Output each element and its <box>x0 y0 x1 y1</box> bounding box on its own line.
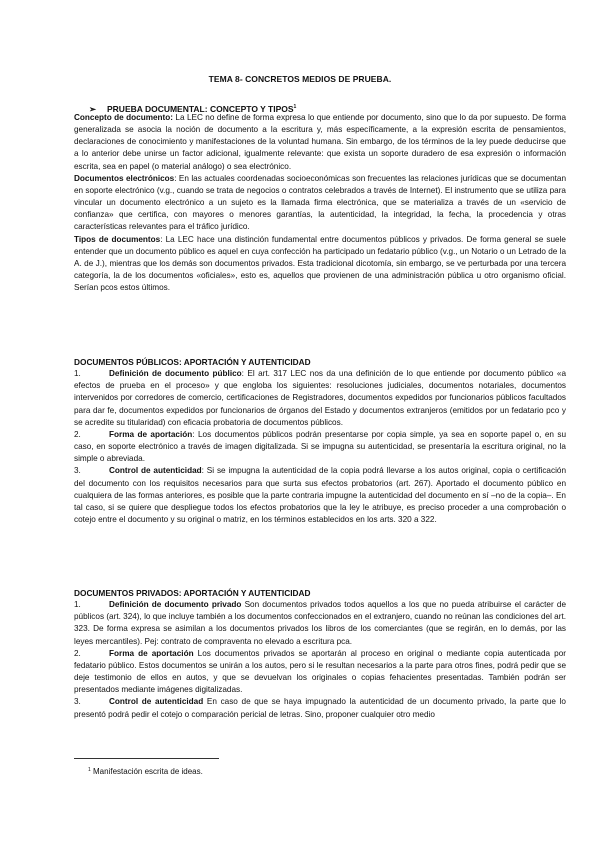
footnote-divider <box>74 758 219 759</box>
concepto-text: La LEC no define de forma expresa lo que entiende por documento, sino que lo da por supuesto. De forma generalizada se asocia la noción de documento a la escritura y, más específicamente, a la expresión escrita de pensamientos, declaraciones de conocimiento y manifestaciones de la voluntad humana. Sin embargo, de los términos de la ley puede deducirse que a lo anterior debe unirse un factor adicional, igualmente relevante: que exista un soporte duradero de esa expresión o información escrita, sea en papel (o material análogo) o sea electrónico. <box>74 113 566 171</box>
item-label: Forma de aportación <box>109 429 193 439</box>
intro-block <box>74 112 566 294</box>
tipos-label: Tipos de documentos <box>74 234 161 244</box>
item-text: : Los documentos públicos podrán presentarse por copia simple, ya sea en soporte papel o, en su caso, en soporte electrónico a través de imagen digitalizada. Si se impugna su autenticidad, se presentaría la escritura original, no la simple o abreviada. <box>74 429 566 464</box>
item-number: 1. <box>74 369 81 379</box>
footnote-number: 1 <box>88 767 91 773</box>
document-title: TEMA 8- CONCRETOS MEDIOS DE PRUEBA. <box>208 74 392 84</box>
item-label: Definición de documento público <box>109 369 242 379</box>
item-text: Los documentos privados se aportarán al proceso en original o mediante copia autenticada por fedatario público. Estos documentos se unirán a los autos, pero si le resultan necesarios a la parte para otros fines, podrá pedir que se deje testimonio de ellos en autos, y que se devuelvan los originales o copias fehacientes presentadas. También podrán ser presentados mediante imágenes digitalizadas. <box>74 648 566 695</box>
publicos-item <box>74 465 566 526</box>
item-label: Definición de documento privado <box>109 600 242 610</box>
item-number: 3. <box>74 466 81 476</box>
footnote-text: Manifestación escrita de ideas. <box>90 767 203 776</box>
concepto-label: Concepto de documento: <box>74 113 173 122</box>
footnote <box>88 764 203 778</box>
privados-heading: DOCUMENTOS PRIVADOS: APORTACIÓN Y AUTENTICIDAD <box>74 588 311 598</box>
item-number: 3. <box>74 697 81 707</box>
publicos-heading: DOCUMENTOS PÚBLICOS: APORTACIÓN Y AUTENTICIDAD <box>74 357 311 367</box>
item-label: Forma de aportación <box>109 648 194 658</box>
electronicos-label: Documentos electrónicos <box>74 173 175 183</box>
privados-item <box>74 599 566 648</box>
tipos-text: : La LEC hace una distinción fundamental entre documentos públicos y privados. De forma general se suele entender que un documento público es aquel en cuya confección ha participado un fedatario público (v.g., un Notario o un Letrado de la A. de J.), mientras que los demás son documentos privados. Esta tradicional dicotomía, sin embargo, se ve perturbada por una tercera categoría, la de los documentos «oficiales», esto es, aquellos que provienen de una administración pública u otro organismo oficial. Serían pcos estos últimos. <box>74 234 566 293</box>
tipos-paragraph <box>74 234 566 295</box>
item-text: : El art. 317 LEC nos da una definición de lo que entiende por documento público «a efectos de prueba en el proceso» y que engloba los siguientes: resoluciones judiciales, documentos notariales, documentos intervenidos por corredores de comercio, certificaciones de Registradores, documentos expedidos por funcionarios públicos facultados para dar fe, documentos expedidos por funcionarios de órganos del Estado y documentos extranjeros (emitidos por un fedatario pco y se acredite su titularidad) con eficacia probatoria de documentos públicos. <box>74 369 566 427</box>
item-text: En caso de que se haya impugnado la autenticidad de un documento privado, la parte que lo presentó podrá pedir el cotejo o comparación pericial de letras. Sino, proponer cualquier otro medio <box>74 697 566 719</box>
concepto-paragraph <box>74 112 566 173</box>
item-text: Son documentos privados todos aquellos a los que no pueda atribuirse el carácter de públicos (art. 324), lo que incluye también a los documentos confeccionados en el extranjero, cuando no reúnan las condiciones del art. 323. De forma expresa se asimilan a los documentos privados los libros de los comerciantes (que se regirán, en lo demás, por las leyes mercantiles). Pej: contrato de compraventa no elevado a escritura pca. <box>74 600 567 646</box>
item-label: Control de autenticidad <box>109 466 202 476</box>
publicos-item <box>74 429 566 465</box>
electronicos-text: : En las actuales coordenadas socioeconómicas son frecuentes las relaciones jurídicas que se documentan en soporte electrónico (v.g., cuando se trata de negocios o contratos celebrados a través de Internet). El instrumento que se utiliza para vincular un documento electrónico a un sujeto es la llamada firma electrónica, que se materializa a través de un «servicio de confianza» que certifica, con mayores o menores garantías, la autenticidad, la integridad, la fecha, la procedencia y otras características relevantes para el tráfico jurídico. <box>74 173 567 232</box>
item-label: Control de autenticidad <box>109 697 204 707</box>
publicos-section <box>74 356 566 526</box>
electronicos-paragraph <box>74 173 566 234</box>
item-text: : Si se impugna la autenticidad de la copia podrá llevarse a los autos original, copia o certificación del documento con los requisitos necesarios para que surta sus efectos probatorios (art. 267). Aportado el documento público en cualquiera de las formas anteriores, es posible que la parte contraria impugne la autenticidad del documento en sí –no de la copia–. En tal caso, si se quiere que despliegue todos los efectos probatorios que la ley le atribuye, es preciso proceder a una comprobación o cotejo entre el documento y su original o matriz, en los términos establecidos en los arts. 320 a 322. <box>74 466 566 525</box>
privados-section <box>74 587 566 721</box>
publicos-item <box>74 368 566 429</box>
item-number: 2. <box>74 648 81 658</box>
footnote-ref[interactable]: 1 <box>293 104 297 110</box>
privados-item <box>74 648 566 697</box>
privados-item <box>74 696 566 720</box>
item-number: 1. <box>74 600 81 610</box>
item-number: 2. <box>74 429 81 439</box>
arrow-bullet-icon: ➢ <box>89 104 97 114</box>
subtitle-text: PRUEBA DOCUMENTAL: CONCEPTO Y TIPOS <box>107 104 294 114</box>
